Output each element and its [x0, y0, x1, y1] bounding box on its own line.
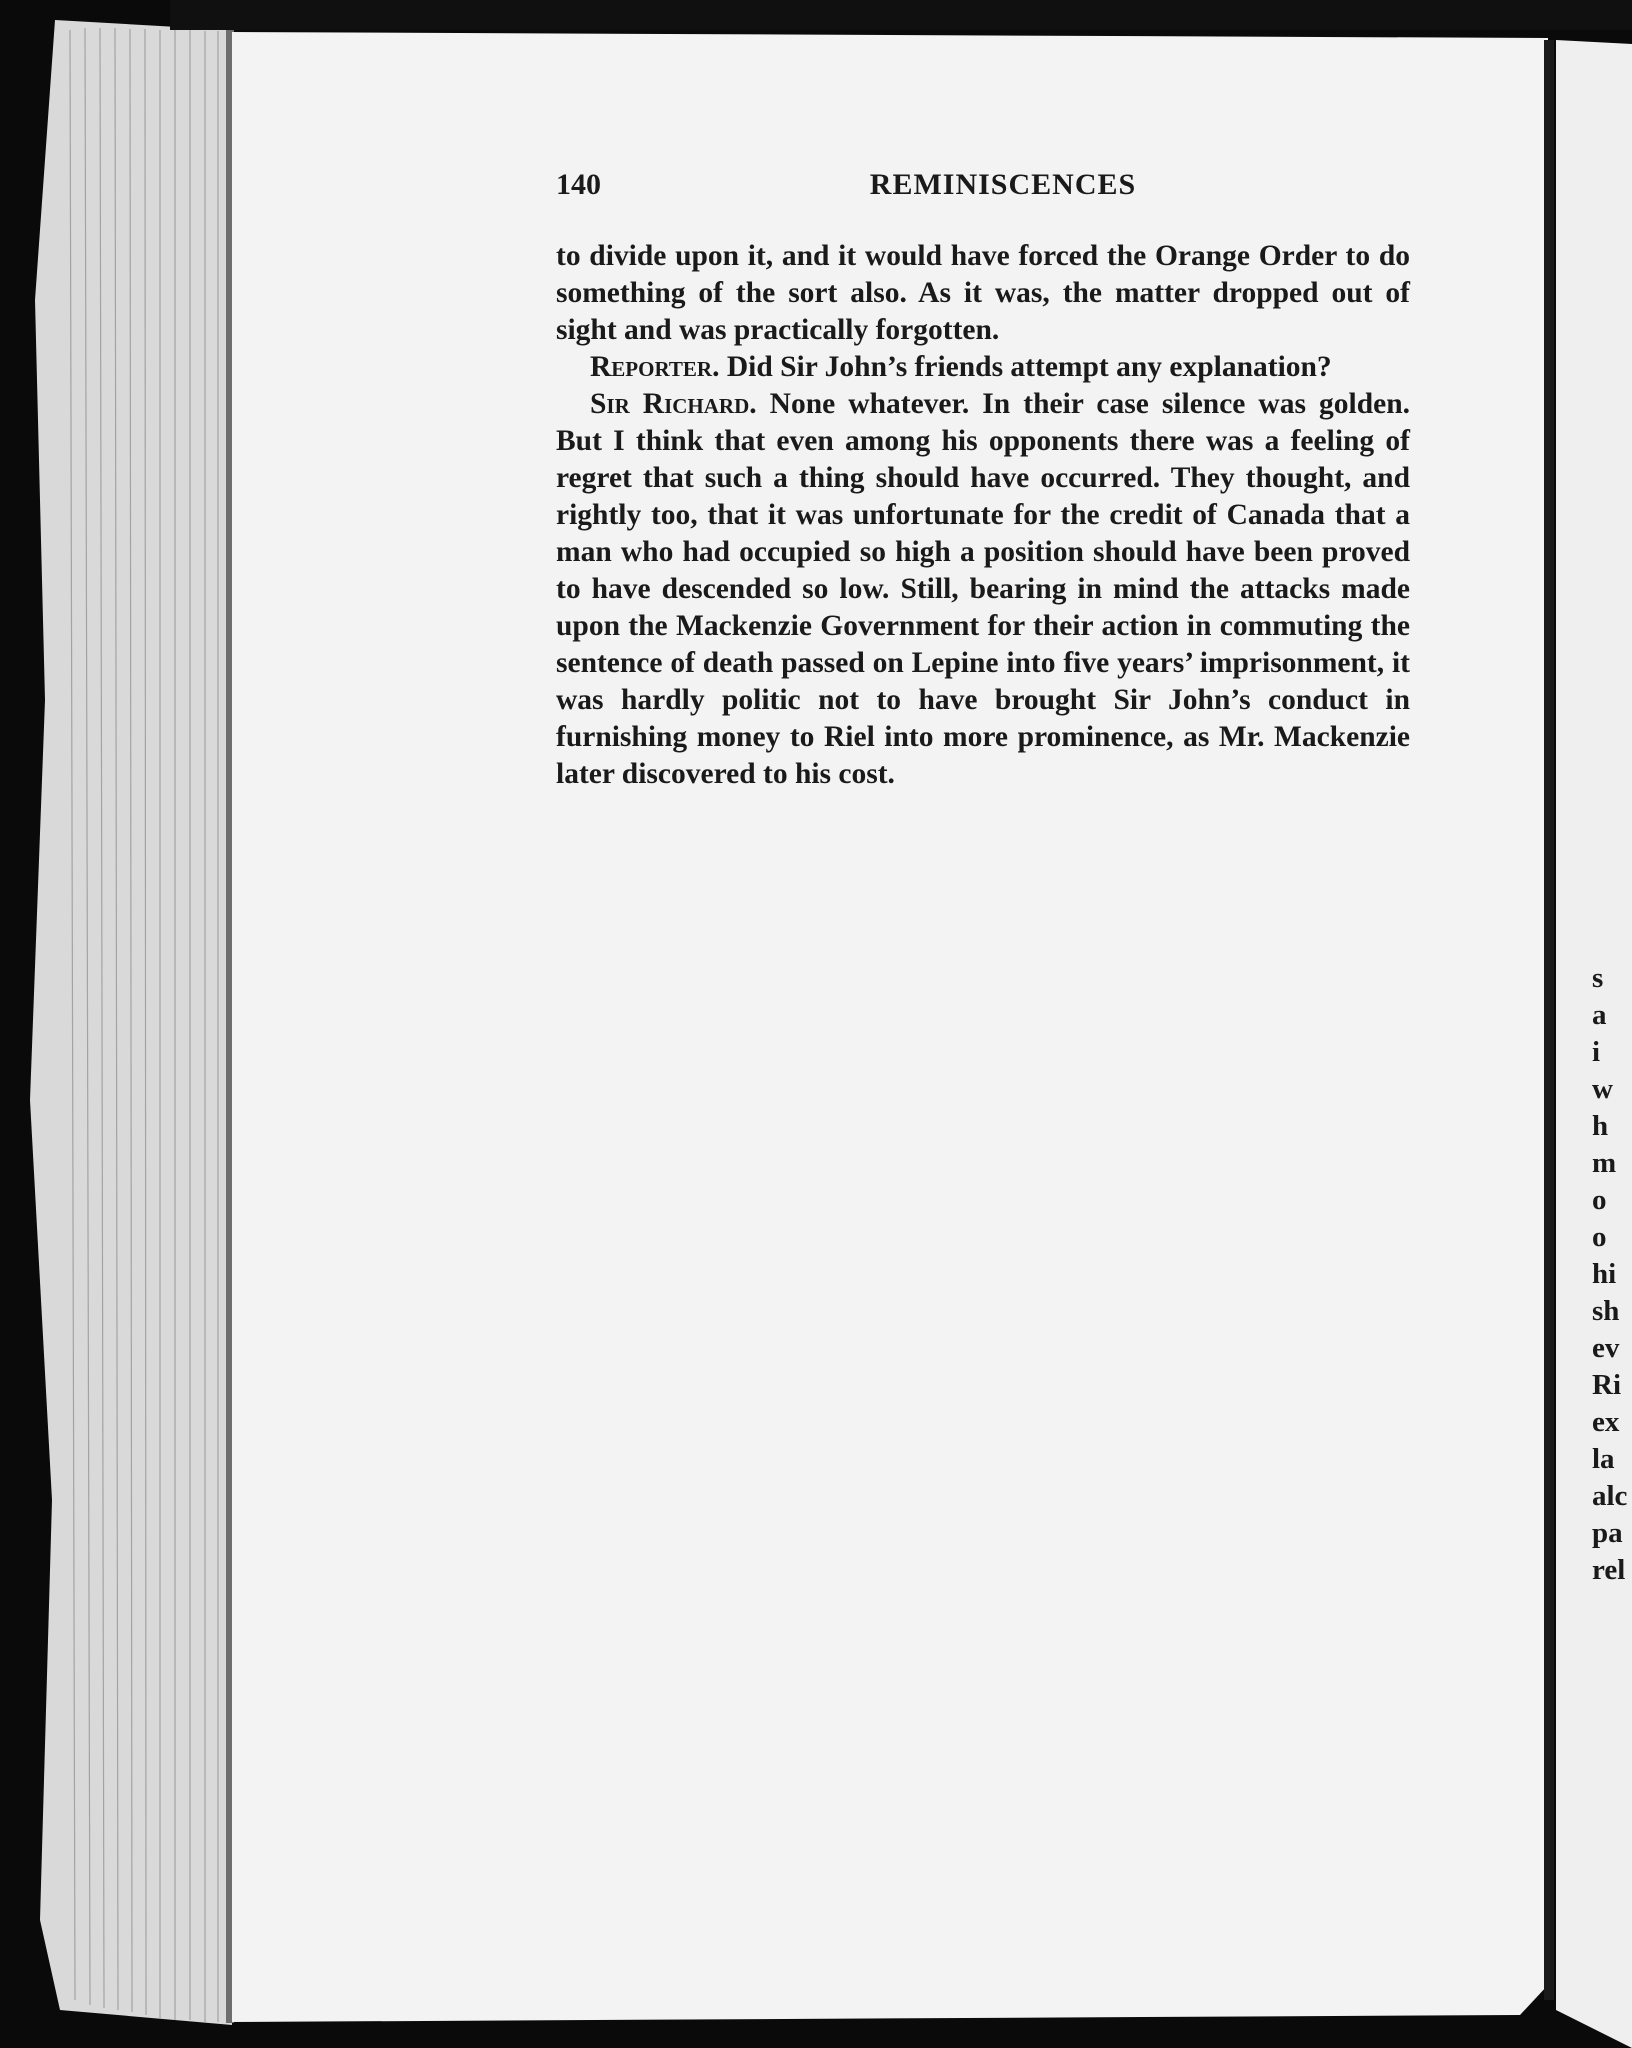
- facing-page-fragment: h: [1592, 1110, 1609, 1142]
- paragraph-reporter: [556, 349, 1410, 386]
- facing-page-fragment: w: [1592, 1073, 1613, 1105]
- facing-page-fragment: i: [1592, 1036, 1601, 1068]
- speaker-label: Reporter.: [590, 351, 720, 383]
- facing-page-fragment: ex: [1592, 1406, 1620, 1438]
- page-header: [556, 168, 1410, 212]
- speaker-label: Sir Richard.: [590, 388, 757, 420]
- paragraph-text: Did Sir John’s friends attempt any explanation?: [719, 351, 1332, 383]
- facing-page-fragment: a: [1592, 999, 1607, 1031]
- facing-page-fragment: s: [1592, 962, 1604, 994]
- paragraph-text: to divide upon it, and it would have forced the Orange Order to do something of the sort also. As it was, the matter dropped out of sight and was practically forgotten.: [556, 240, 1410, 346]
- facing-page-fragment: sh: [1592, 1295, 1620, 1327]
- facing-page-fragment: la: [1592, 1443, 1615, 1475]
- page-number: 140: [556, 168, 601, 201]
- facing-page-fragment: ev: [1592, 1332, 1620, 1364]
- facing-page-fragment: pa: [1592, 1517, 1623, 1549]
- paragraph-sir-richard: [556, 386, 1410, 793]
- body-text: [556, 238, 1410, 793]
- facing-page-fragment: hi: [1592, 1258, 1617, 1290]
- facing-page-fragments: [1592, 960, 1632, 1589]
- facing-page-fragment: rel: [1592, 1554, 1626, 1586]
- facing-page-fragment: alc: [1592, 1480, 1628, 1512]
- facing-page-fragment: o: [1592, 1221, 1607, 1253]
- running-head: REMINISCENCES: [869, 168, 1137, 201]
- facing-page-fragment: o: [1592, 1184, 1607, 1216]
- facing-page-fragment: Ri: [1592, 1369, 1621, 1401]
- facing-page-fragment: m: [1592, 1147, 1617, 1179]
- paragraph-text: None whatever. In their case silence was golden. But I think that even among his opponents there was a feeling of regret that such a thing should have occurred. They thought, and rightly too, that it was unfortunate for the credit of Canada that a man who had occupied so high a position should have been proved to have descended so low. Still, bearing in mind the attacks made upon the Mackenzie Government for their action in commuting the sentence of death passed on Lepine into five years’ imprisonment, it was hardly politic not to have brought Sir John’s conduct in furnishing money to Riel into more prominence, as Mr. Mackenzie later discovered to his cost.: [556, 388, 1410, 790]
- paragraph-continuation: [556, 238, 1410, 349]
